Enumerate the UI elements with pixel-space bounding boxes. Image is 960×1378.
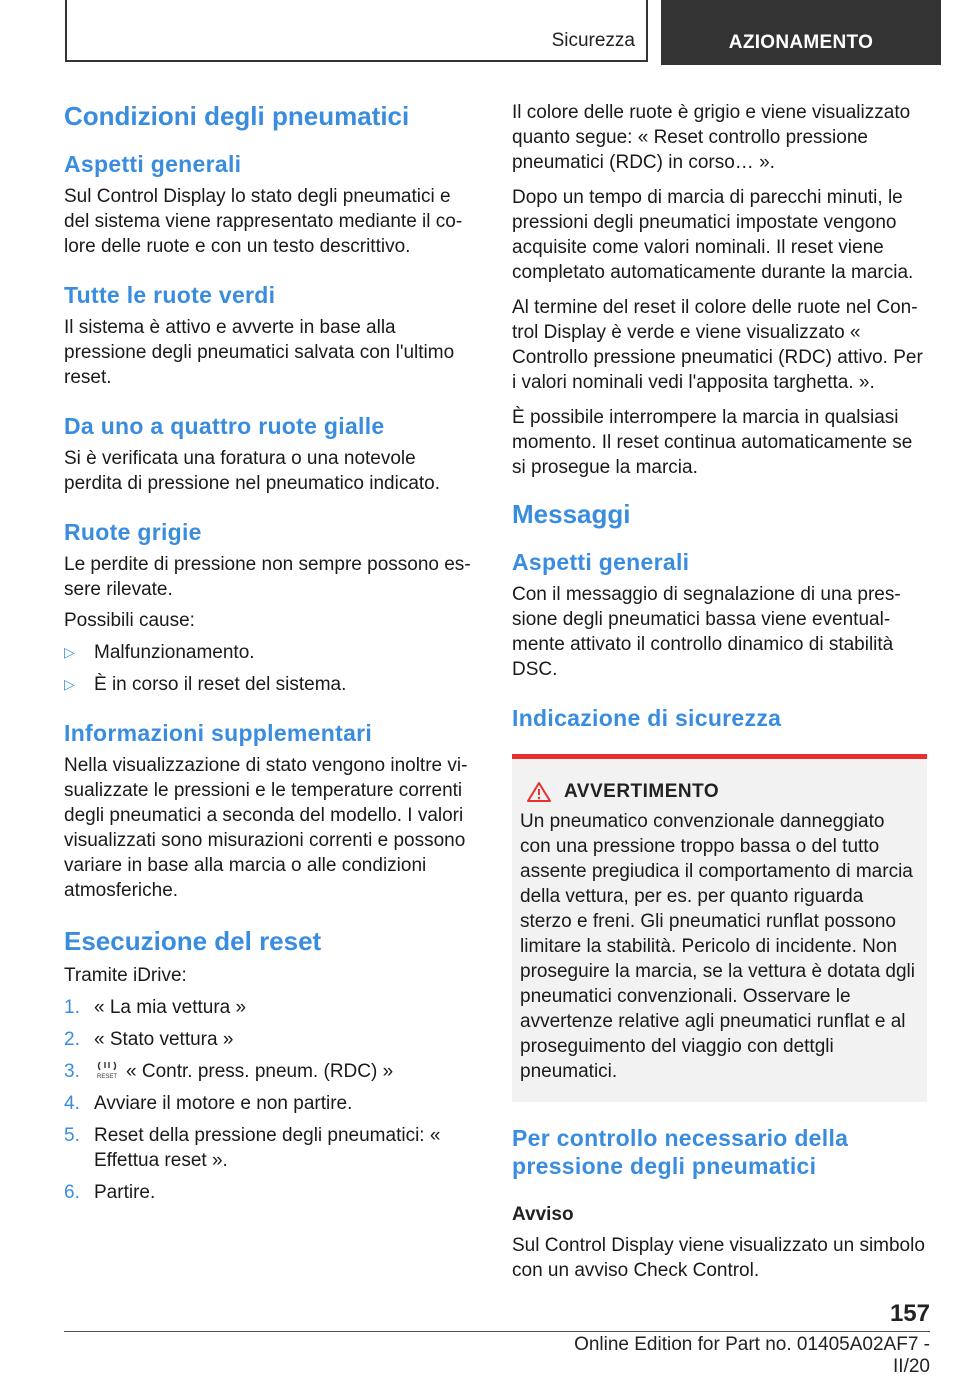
heading-informazioni: Informazioni supplementari xyxy=(64,720,373,746)
steps-list xyxy=(64,995,479,1205)
paragraph-colore-ruote: Il colore delle ruote è grigio e viene visualizzato quanto segue: « Reset controllo pressione pneumatici (RDC) in corso… ». xyxy=(512,102,911,173)
heading-aspetti-generali-2: Aspetti generali xyxy=(512,549,690,575)
paragraph-aspetti: Sul Control Display lo stato degli pneumatici e del sistema viene rappresentato mediante il colore delle ruote e con un testo descrittivo. xyxy=(64,186,463,257)
paragraph-tramite: Tramite iDrive: xyxy=(64,965,187,986)
list-item: ▷ È in corso il reset del sistema. xyxy=(64,674,347,695)
paragraph-cause: Possibili cause: xyxy=(64,610,195,631)
warning-header xyxy=(520,781,919,803)
list-item: 5. Reset della pressione degli pneumatici: « Effettua reset ». xyxy=(64,1125,441,1171)
paragraph-messaggio: Con il messaggio di segnalazione di una pressione degli pneumatici bassa viene eventualmente attivato il controllo dinamico di stabilità DSC. xyxy=(512,584,901,680)
warning-text: Un pneumatico convenzionale danneggiato con una pressione troppo bassa o del tutto assente pregiudica il comportamento di marcia della vettura, per es. per quanto riguarda sterzo e freni. Gli pneumatici runflat possono limitare la stabilità. Pericolo di incidente. Non proseguire la marcia, se la vettura è dotata dgli pneumatici convenzionali. Osservare le avvertenze relative agli pneumatici runflat e al proseguimento del viaggio con dettgli pneumatici. xyxy=(520,811,915,1082)
footer-divider xyxy=(64,1331,930,1332)
section-label: Sicurezza xyxy=(551,30,635,51)
heading-controllo-pressione: Per controllo necessario della pressione degli pneumatici xyxy=(512,1125,849,1179)
right-column xyxy=(512,100,927,1283)
heading-indicazione-sicurezza: Indicazione di sicurezza xyxy=(512,705,782,731)
heading-ruote-verdi: Tutte le ruote verdi xyxy=(64,282,276,308)
paragraph-tempo-marcia: Dopo un tempo di marcia di parecchi minuti, le pressioni degli pneumatici impostate vengono acquisite come valori nominali. Il reset viene completato automaticamente durante la marcia. xyxy=(512,187,914,283)
heading-ruote-gialle: Da uno a quattro ruote gialle xyxy=(64,413,385,439)
paragraph-grigie: Le perdite di pressione non sempre possono essere rilevate. xyxy=(64,554,471,600)
paragraph-avviso: Sul Control Display viene visualizzato un simbolo con un avviso Check Control. xyxy=(512,1235,925,1281)
page-number: 157 xyxy=(889,1300,930,1327)
heading-ruote-grigie: Ruote grigie xyxy=(64,519,202,545)
warning-box xyxy=(512,754,927,1102)
list-item: ▷ Malfunzionamento. xyxy=(64,642,255,663)
chapter-tab[interactable]: AZIONAMENTO xyxy=(661,0,941,65)
tire-reset-icon xyxy=(94,1060,120,1080)
warning-triangle-icon xyxy=(526,781,552,803)
paragraph-info: Nella visualizzazione di stato vengono inoltre visualizzate le pressioni e le temperature correnti degli pneumatici a seconda del modello. I valori visualizzati sono misurazioni correnti e possono variare in base alla marcia o alle condizioni atmosferiche. xyxy=(64,755,468,901)
triangle-bullet-icon: ▷ xyxy=(64,676,75,692)
list-item: 1. « La mia vettura » xyxy=(64,997,247,1018)
paragraph-verdi: Il sistema è attivo e avverte in base alla pressione degli pneumatici salvata con l'ultimo reset. xyxy=(64,317,455,388)
svg-text:RESET: RESET xyxy=(96,1074,118,1080)
paragraph-gialle: Si è verificata una foratura o una notevole perdita di pressione nel pneumatico indicato. xyxy=(64,448,441,494)
subheading-avviso: Avviso xyxy=(512,1204,574,1225)
title-messaggi: Messaggi xyxy=(512,499,631,529)
left-column xyxy=(64,100,479,1205)
triangle-bullet-icon: ▷ xyxy=(64,644,75,660)
cause-list xyxy=(64,640,479,697)
list-item: 2. « Stato vettura » xyxy=(64,1029,234,1050)
list-item: 3. RESET « Contr. press. pneum. (RDC) » xyxy=(64,1061,394,1082)
paragraph-interrompere: È possibile interrompere la marcia in qualsiasi momento. Il reset continua automaticamente se si prosegue la marcia. xyxy=(512,407,913,478)
warning-title: AVVERTIMENTO xyxy=(564,781,720,802)
heading-aspetti-generali: Aspetti generali xyxy=(64,151,242,177)
paragraph-termine-reset: Al termine del reset il colore delle ruote nel Control Display è verde e viene visualizzato « Controllo pressione pneumatici (RDC) attivo. Per i valori nominali vedi l'apposita targhetta. ». xyxy=(512,297,923,393)
list-item: 6. Partire. xyxy=(64,1182,156,1203)
footer-edition: Online Edition for Part no. 01405A02AF7 - II/20 xyxy=(574,1334,930,1377)
title-esecuzione-reset: Esecuzione del reset xyxy=(64,926,322,956)
list-item: 4. Avviare il motore e non partire. xyxy=(64,1093,353,1114)
page-title: Condizioni degli pneumatici xyxy=(64,101,410,131)
